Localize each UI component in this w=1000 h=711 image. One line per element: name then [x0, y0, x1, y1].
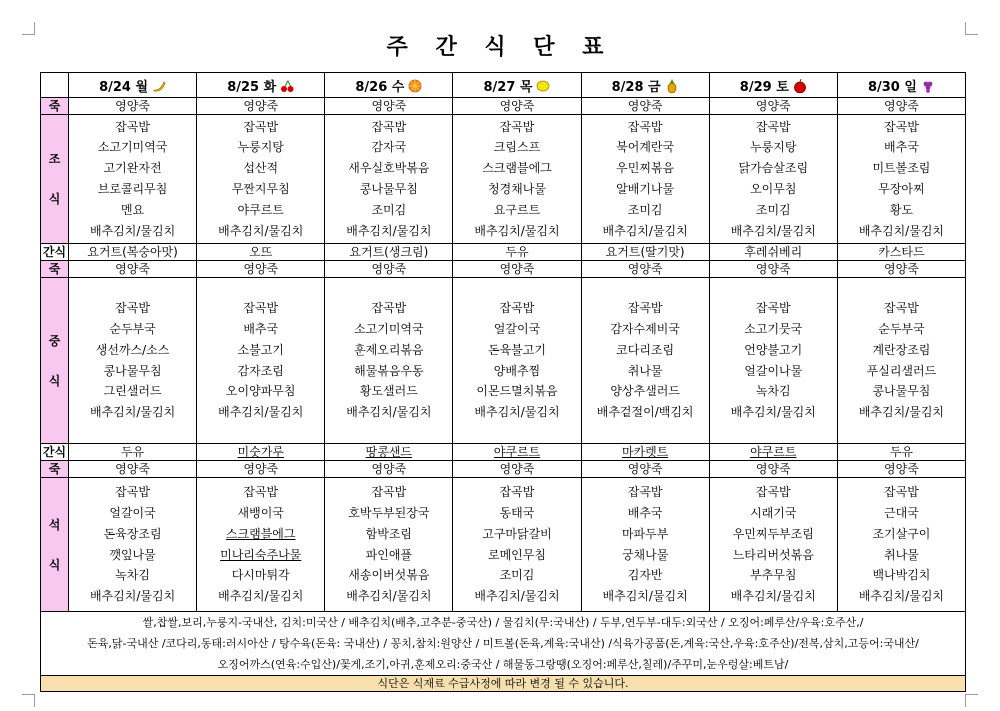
menu-item: 양상추샐러드	[610, 384, 680, 399]
breakfast-cell	[69, 115, 197, 244]
menu-item: 부추무침	[750, 568, 797, 583]
menu-item: 잡곡밥	[884, 485, 919, 500]
day-label: 8/27 목	[483, 79, 533, 95]
lunch-label	[41, 278, 69, 444]
menu-item: 조미김	[627, 202, 663, 217]
jook-cell: 영양죽	[837, 461, 965, 478]
lunch-cell	[325, 278, 453, 444]
origin-line: 돈육,닭-국내산 /코다리,동태:러시아산 / 탕수육(돈육: 국내산) / 꽁치,참치:원양산 / 미트볼(돈육,계육:국내산) /식육가공품(돈,계육:국산,우육:호주산)/전복,삼치,고등어:국내산/	[87, 637, 919, 650]
menu-item: 잡곡밥	[499, 485, 535, 500]
snack-row	[41, 444, 966, 461]
jook-cell: 영양죽	[581, 98, 709, 115]
menu-item: 배추김치/물김치	[474, 223, 560, 238]
menu-item: 스크램블에그	[225, 526, 296, 541]
lunch-jook-row	[41, 261, 966, 278]
menu-item: 새우실호박볶음	[348, 161, 430, 176]
menu-item: 고구마닭갈비	[482, 526, 552, 541]
snack-cell: 야쿠르트	[709, 444, 837, 461]
menu-item: 감자조림	[237, 363, 284, 378]
jook-cell: 영양죽	[709, 98, 837, 115]
jook-cell: 영양죽	[325, 461, 453, 478]
dinner-cell	[197, 478, 325, 612]
menu-item: 잡곡밥	[243, 119, 279, 134]
menu-item: 오이무침	[750, 182, 797, 196]
dinner-cell	[453, 478, 581, 612]
day-header	[581, 73, 709, 98]
breakfast-menu-row	[41, 115, 966, 244]
menu-item: 동태국	[499, 505, 535, 520]
menu-item: 청경채나물	[488, 182, 546, 196]
menu-item: 시래기국	[750, 505, 797, 520]
jook-cell: 영양죽	[837, 98, 965, 115]
orange-icon	[408, 79, 422, 93]
menu-item: 누룽지탕	[750, 140, 797, 155]
snack-cell: 요거트(딸기맛)	[581, 244, 709, 261]
menu-item: 배추김치/물김치	[89, 589, 176, 604]
jook-cell: 영양죽	[709, 461, 837, 478]
menu-item: 배추김치/물김치	[602, 223, 688, 238]
menu-item: 배추김치/물김치	[218, 589, 304, 604]
menu-item: 알배기나물	[616, 182, 675, 196]
snack-cell: 후레쉬베리	[709, 244, 837, 261]
menu-item: 소고기미역국	[354, 321, 424, 336]
menu-item: 콩나물무침	[359, 182, 418, 196]
breakfast-cell	[453, 115, 581, 244]
menu-item: 잡곡밥	[371, 301, 407, 316]
jook-cell: 영양죽	[197, 261, 325, 278]
jook-cell: 영양죽	[453, 261, 581, 278]
menu-item: 멘요	[120, 202, 145, 217]
banana-icon	[152, 79, 166, 93]
menu-item: 콩나물무침	[872, 384, 931, 399]
menu-item: 우민찌볶음	[616, 161, 675, 176]
menu-item: 조기살구이	[872, 526, 931, 541]
lunch-cell	[581, 278, 709, 444]
day-label: 8/24 월	[99, 79, 149, 95]
page-title: 주 간 식 단 표	[386, 35, 614, 60]
menu-item: 잡곡밥	[499, 301, 535, 316]
menu-item: 잡곡밥	[371, 485, 407, 500]
menu-item: 야쿠르트	[237, 202, 284, 217]
pineapple-icon	[665, 79, 679, 93]
snack-cell: 땅콩샌드	[325, 444, 453, 461]
day-label: 8/29 토	[739, 79, 789, 95]
origin-row	[41, 612, 966, 676]
menu-item: 해물볶음우동	[354, 363, 424, 378]
menu-item: 순두부국	[878, 321, 925, 336]
menu-item: 배추김치/물김치	[730, 405, 816, 420]
dinner-cell	[69, 478, 197, 612]
menu-item: 조미김	[371, 202, 407, 217]
menu-item: 백나박김치	[872, 568, 931, 583]
menu-item: 로메인무침	[488, 547, 546, 562]
day-header	[325, 73, 453, 98]
label-char: 식	[48, 373, 61, 388]
snack-cell: 요거트(생크림)	[325, 244, 453, 261]
menu-item: 스크램블에그	[482, 161, 552, 176]
jook-cell: 영양죽	[709, 261, 837, 278]
day-header	[709, 73, 837, 98]
menu-item: 김자반	[627, 568, 663, 583]
menu-item: 배추국	[627, 505, 663, 520]
menu-item: 잡곡밥	[115, 301, 150, 316]
menu-item: 무장아찌	[878, 182, 925, 196]
menu-item: 배추김치/물김치	[218, 405, 304, 420]
menu-item: 파인애플	[365, 547, 413, 562]
dinner-label	[41, 478, 69, 612]
menu-item: 잡곡밥	[755, 119, 791, 134]
snack-label: 간식	[41, 444, 69, 461]
menu-item: 소고기뭇국	[744, 321, 803, 336]
snack-row	[41, 244, 966, 261]
menu-item: 배추김치/물김치	[858, 223, 945, 238]
lunch-menu-row	[41, 278, 966, 444]
menu-item: 느타리버섯볶음	[732, 547, 814, 562]
menu-item: 잡곡밥	[755, 485, 791, 500]
day-header	[197, 73, 325, 98]
label-char: 중	[48, 333, 61, 348]
menu-item: 잡곡밥	[243, 485, 279, 500]
menu-item: 배추김치/물김치	[858, 405, 945, 420]
grape-icon	[921, 79, 935, 93]
day-label: 8/26 수	[355, 79, 405, 95]
menu-item: 잡곡밥	[755, 301, 791, 316]
menu-item: 무짠지무침	[231, 182, 290, 196]
jook-label: 죽	[41, 261, 69, 278]
menu-item: 배추김치/물김치	[474, 589, 560, 604]
snack-cell: 두유	[69, 444, 197, 461]
menu-item: 고기완자전	[103, 161, 162, 176]
label-char: 식	[48, 192, 61, 206]
menu-item: 잡곡밥	[627, 119, 663, 134]
menu-item: 궁채나물	[621, 547, 669, 562]
snack-cell: 오뜨	[197, 244, 325, 261]
jook-cell: 영양죽	[453, 98, 581, 115]
menu-item: 북어계란국	[616, 140, 675, 155]
breakfast-jook-row	[41, 98, 966, 115]
breakfast-cell	[709, 115, 837, 244]
notice-row	[41, 676, 966, 692]
menu-item: 생선까스/소스	[95, 342, 170, 357]
menu-item: 섭산적	[243, 161, 279, 176]
jook-cell: 영양죽	[197, 461, 325, 478]
breakfast-label	[41, 115, 69, 244]
menu-item: 배추국	[243, 321, 279, 336]
menu-item: 근대국	[884, 505, 919, 520]
dinner-jook-row	[41, 461, 966, 478]
menu-item: 배추김치/물김치	[730, 223, 816, 238]
menu-item: 깻잎나물	[109, 547, 156, 562]
menu-item: 감자수제비국	[610, 321, 680, 336]
menu-item: 새송이버섯볶음	[348, 568, 430, 583]
menu-item: 잡곡밥	[243, 301, 279, 316]
day-header	[453, 73, 581, 98]
menu-item: 잡곡밥	[884, 119, 919, 134]
jook-cell: 영양죽	[69, 461, 197, 478]
menu-item: 잡곡밥	[115, 119, 150, 134]
jook-label: 죽	[41, 461, 69, 478]
menu-item: 배추김치/물김치	[858, 589, 945, 604]
menu-item: 배추김치/물김치	[474, 405, 560, 420]
notice-text: 식단은 식재료 수급사정에 따라 변경 될 수 있습니다.	[41, 676, 966, 692]
menu-item: 잡곡밥	[371, 119, 407, 134]
menu-item: 돈육장조림	[103, 526, 162, 541]
jook-cell: 영양죽	[837, 261, 965, 278]
menu-item: 양배추찜	[493, 363, 541, 378]
menu-item: 감자국	[371, 140, 407, 155]
day-label: 8/25 화	[227, 79, 277, 95]
page-corner-mark	[22, 694, 35, 707]
menu-item: 배추국	[884, 140, 919, 155]
menu-item: 미나리숙주나물	[220, 547, 302, 562]
label-char: 식	[48, 557, 61, 572]
menu-item: 다시마튀각	[231, 568, 290, 583]
menu-item: 이몬드멸치볶음	[476, 384, 558, 399]
apple-icon	[793, 79, 807, 93]
menu-item: 오이양파무침	[225, 384, 296, 399]
menu-item: 새뱅이국	[237, 505, 284, 520]
snack-cell: 두유	[453, 244, 581, 261]
snack-cell: 미숫가루	[197, 444, 325, 461]
menu-item: 요구르트	[493, 202, 541, 217]
day-header-row	[41, 73, 966, 98]
menu-item: 잡곡밥	[884, 301, 919, 316]
menu-item: 소고기미역국	[97, 140, 168, 155]
jook-cell: 영양죽	[325, 98, 453, 115]
menu-item: 잡곡밥	[115, 485, 150, 500]
jook-cell: 영양죽	[453, 461, 581, 478]
breakfast-cell	[837, 115, 965, 244]
menu-item: 배추김치/물김치	[346, 223, 432, 238]
lunch-cell	[453, 278, 581, 444]
jook-cell: 영양죽	[325, 261, 453, 278]
menu-item: 배추김치/물김치	[89, 223, 176, 238]
lemon-icon	[536, 79, 550, 93]
jook-cell: 영양죽	[69, 261, 197, 278]
label-char: 석	[48, 517, 61, 532]
menu-item: 얼갈이국	[109, 505, 156, 520]
menu-item: 계란장조림	[872, 342, 931, 357]
breakfast-cell	[581, 115, 709, 244]
menu-item: 닭가슴살조림	[738, 161, 809, 176]
snack-cell: 카스타드	[837, 244, 965, 261]
snack-cell: 마카렛트	[581, 444, 709, 461]
menu-item: 배추김치/물김치	[218, 223, 304, 238]
snack-cell: 야쿠르트	[453, 444, 581, 461]
page-corner-mark	[965, 694, 978, 707]
menu-item: 배추겉절이/백김치	[596, 405, 694, 420]
jook-cell: 영양죽	[581, 261, 709, 278]
menu-item: 함박조림	[365, 526, 413, 541]
menu-item: 잡곡밥	[499, 119, 535, 134]
lunch-cell	[69, 278, 197, 444]
label-char: 조	[48, 152, 61, 166]
jook-cell: 영양죽	[581, 461, 709, 478]
breakfast-cell	[197, 115, 325, 244]
menu-item: 우민찌두부조림	[732, 526, 814, 541]
menu-item: 황도샐러드	[359, 384, 418, 399]
day-header	[69, 73, 197, 98]
breakfast-cell	[325, 115, 453, 244]
dinner-cell	[709, 478, 837, 612]
menu-item: 소불고기	[237, 342, 284, 357]
menu-item: 미트볼조림	[872, 161, 931, 176]
menu-item: 배추김치/물김치	[346, 589, 432, 604]
snack-label: 간식	[41, 244, 69, 261]
menu-item: 얼갈이나물	[744, 363, 803, 378]
menu-item: 마파두부	[621, 526, 669, 541]
menu-item: 얼갈이국	[493, 321, 541, 336]
menu-item: 브로콜리무침	[97, 182, 168, 196]
menu-item: 녹차김	[115, 568, 150, 583]
header-corner	[41, 73, 69, 98]
menu-item: 호박두부된장국	[348, 505, 430, 520]
origin-info	[41, 612, 966, 676]
snack-cell: 두유	[837, 444, 965, 461]
menu-item: 조미김	[499, 568, 535, 583]
menu-item: 취나물	[627, 363, 663, 378]
menu-item: 돈육불고기	[488, 342, 546, 357]
menu-item: 배추김치/물김치	[346, 405, 432, 420]
origin-line: 쌀,찹쌀,보리,누룽지-국내산, 김치:미국산 / 배추김치(배추,고추분-중국산) / 물김치(무:국내산) / 두부,연두부-대두:외국산 / 오징어:페루산/우육:호주산,/	[142, 616, 864, 629]
day-header	[837, 73, 965, 98]
menu-item: 배추김치/물김치	[89, 405, 176, 420]
menu-item: 크림스프	[493, 140, 541, 155]
day-label: 8/30 일	[867, 79, 917, 95]
menu-item: 누룽지탕	[237, 140, 284, 155]
menu-item: 언양불고기	[744, 342, 803, 357]
dinner-cell	[325, 478, 453, 612]
jook-cell: 영양죽	[197, 98, 325, 115]
dinner-cell	[837, 478, 965, 612]
menu-item: 코다리조림	[616, 342, 675, 357]
lunch-cell	[709, 278, 837, 444]
menu-item: 푸실리샐러드	[866, 363, 937, 378]
origin-line: 오징어까스(연육:수입산)/꽃게,조기,아귀,훈제오리:중국산 / 해물동그랑땡(오징어:페루산,칠레)/주꾸미,눈우렁살:베트남/	[217, 658, 789, 671]
dinner-menu-row	[41, 478, 966, 612]
menu-item: 순두부국	[109, 321, 156, 336]
day-label: 8/28 금	[611, 79, 661, 95]
jook-cell: 영양죽	[69, 98, 197, 115]
weekly-menu-table	[40, 72, 966, 692]
lunch-cell	[197, 278, 325, 444]
menu-item: 훈제오리볶음	[354, 342, 424, 357]
menu-item: 황도	[889, 202, 914, 217]
snack-cell: 요거트(복숭아맛)	[69, 244, 197, 261]
jook-label: 죽	[41, 98, 69, 115]
menu-item: 잡곡밥	[627, 485, 663, 500]
menu-item: 콩나물무침	[103, 363, 162, 378]
menu-item: 그린샐러드	[103, 384, 162, 399]
menu-item: 배추김치/물김치	[602, 589, 688, 604]
lunch-cell	[837, 278, 965, 444]
cherry-icon	[280, 79, 294, 93]
menu-item: 잡곡밥	[627, 301, 663, 316]
menu-item: 녹차김	[755, 384, 791, 399]
dinner-cell	[581, 478, 709, 612]
menu-item: 조미김	[755, 202, 791, 217]
menu-item: 취나물	[884, 547, 919, 562]
menu-item: 배추김치/물김치	[730, 589, 816, 604]
